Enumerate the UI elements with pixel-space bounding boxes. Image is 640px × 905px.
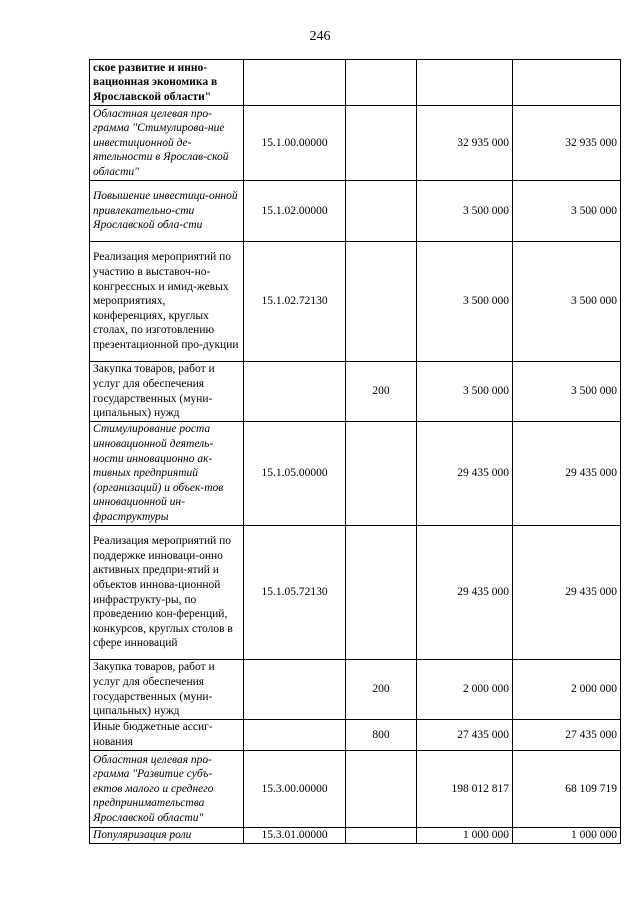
page-number: 246 bbox=[309, 29, 331, 44]
table-row bbox=[90, 181, 621, 242]
table-row bbox=[90, 60, 621, 106]
row-value-1: 3 500 000 bbox=[417, 362, 513, 422]
row-name: Реализация мероприятий по поддержке инноваци-онно активных предпри-ятий и объектов иннова-ционной инфраструкту-ры, по проведению кон-ференций, конкурсов, круглых столов в сфере инноваций bbox=[90, 526, 244, 660]
row-name: ское развитие и инно-вационная экономика в Ярославской области" bbox=[90, 60, 244, 106]
row-value-2: 29 435 000 bbox=[513, 422, 621, 526]
table-row bbox=[90, 660, 621, 720]
row-value-2: 3 500 000 bbox=[513, 242, 621, 362]
row-kvr: 800 bbox=[346, 720, 417, 751]
row-value-1 bbox=[417, 60, 513, 106]
row-kvr bbox=[346, 526, 417, 660]
row-value-1: 3 500 000 bbox=[417, 242, 513, 362]
row-value-2: 3 500 000 bbox=[513, 362, 621, 422]
row-code bbox=[244, 720, 346, 751]
row-kvr bbox=[346, 106, 417, 181]
row-name: Областная целевая про-грамма "Стимулирова-ние инвестиционной де-ятельности в Ярослав-ской области" bbox=[90, 106, 244, 181]
row-name: Областная целевая про-грамма "Развитие субъ-ектов малого и среднего предпринимательства Ярославской области" bbox=[90, 751, 244, 828]
row-code: 15.1.05.72130 bbox=[244, 526, 346, 660]
row-name: Закупка товаров, работ и услуг для обеспечения государственных (муни-ципальных) нужд bbox=[90, 362, 244, 422]
row-code: 15.1.02.72130 bbox=[244, 242, 346, 362]
row-value-2: 32 935 000 bbox=[513, 106, 621, 181]
row-value-1: 2 000 000 bbox=[417, 660, 513, 720]
row-name: Реализация мероприятий по участию в выставоч-но-конгрессных и имид-жевых мероприятиях, конференциях, круглых столах, по изготовлению презентационной про-дукции bbox=[90, 242, 244, 362]
row-code: 15.3.00.00000 bbox=[244, 751, 346, 828]
row-kvr bbox=[346, 751, 417, 828]
table-row bbox=[90, 362, 621, 422]
row-value-1: 3 500 000 bbox=[417, 181, 513, 242]
table-row bbox=[90, 242, 621, 362]
budget-table bbox=[89, 59, 621, 844]
row-kvr bbox=[346, 242, 417, 362]
row-code: 15.1.00.00000 bbox=[244, 106, 346, 181]
table-row bbox=[90, 751, 621, 828]
row-kvr bbox=[346, 422, 417, 526]
row-value-1: 29 435 000 bbox=[417, 526, 513, 660]
table-row bbox=[90, 526, 621, 660]
row-name: Закупка товаров, работ и услуг для обеспечения государственных (муни-ципальных) нужд bbox=[90, 660, 244, 720]
row-name: Повышение инвестици-онной привлекательно-сти Ярославской обла-сти bbox=[90, 181, 244, 242]
row-kvr: 200 bbox=[346, 362, 417, 422]
row-kvr bbox=[346, 60, 417, 106]
row-value-1: 32 935 000 bbox=[417, 106, 513, 181]
row-code bbox=[244, 660, 346, 720]
row-value-2: 68 109 719 bbox=[513, 751, 621, 828]
table-row bbox=[90, 828, 621, 844]
row-code: 15.3.01.00000 bbox=[244, 828, 346, 844]
table-row bbox=[90, 106, 621, 181]
row-code: 15.1.05.00000 bbox=[244, 422, 346, 526]
table-row bbox=[90, 720, 621, 751]
row-value-2: 1 000 000 bbox=[513, 828, 621, 844]
row-code bbox=[244, 362, 346, 422]
row-kvr: 200 bbox=[346, 660, 417, 720]
table-row bbox=[90, 422, 621, 526]
row-value-2 bbox=[513, 60, 621, 106]
row-name: Иные бюджетные ассиг-нования bbox=[90, 720, 244, 751]
row-kvr bbox=[346, 828, 417, 844]
row-value-2: 2 000 000 bbox=[513, 660, 621, 720]
row-name: Популяризация роли bbox=[90, 828, 244, 844]
row-value-2: 27 435 000 bbox=[513, 720, 621, 751]
row-value-1: 29 435 000 bbox=[417, 422, 513, 526]
row-kvr bbox=[346, 181, 417, 242]
row-value-2: 3 500 000 bbox=[513, 181, 621, 242]
row-value-1: 1 000 000 bbox=[417, 828, 513, 844]
row-value-1: 198 012 817 bbox=[417, 751, 513, 828]
row-name: Стимулирование роста инновационной деятель-ности инновационно ак-тивных предприятий (организаций) и объек-тов инновационной ин-фраструктуры bbox=[90, 422, 244, 526]
row-value-1: 27 435 000 bbox=[417, 720, 513, 751]
row-code bbox=[244, 60, 346, 106]
row-code: 15.1.02.00000 bbox=[244, 181, 346, 242]
row-value-2: 29 435 000 bbox=[513, 526, 621, 660]
